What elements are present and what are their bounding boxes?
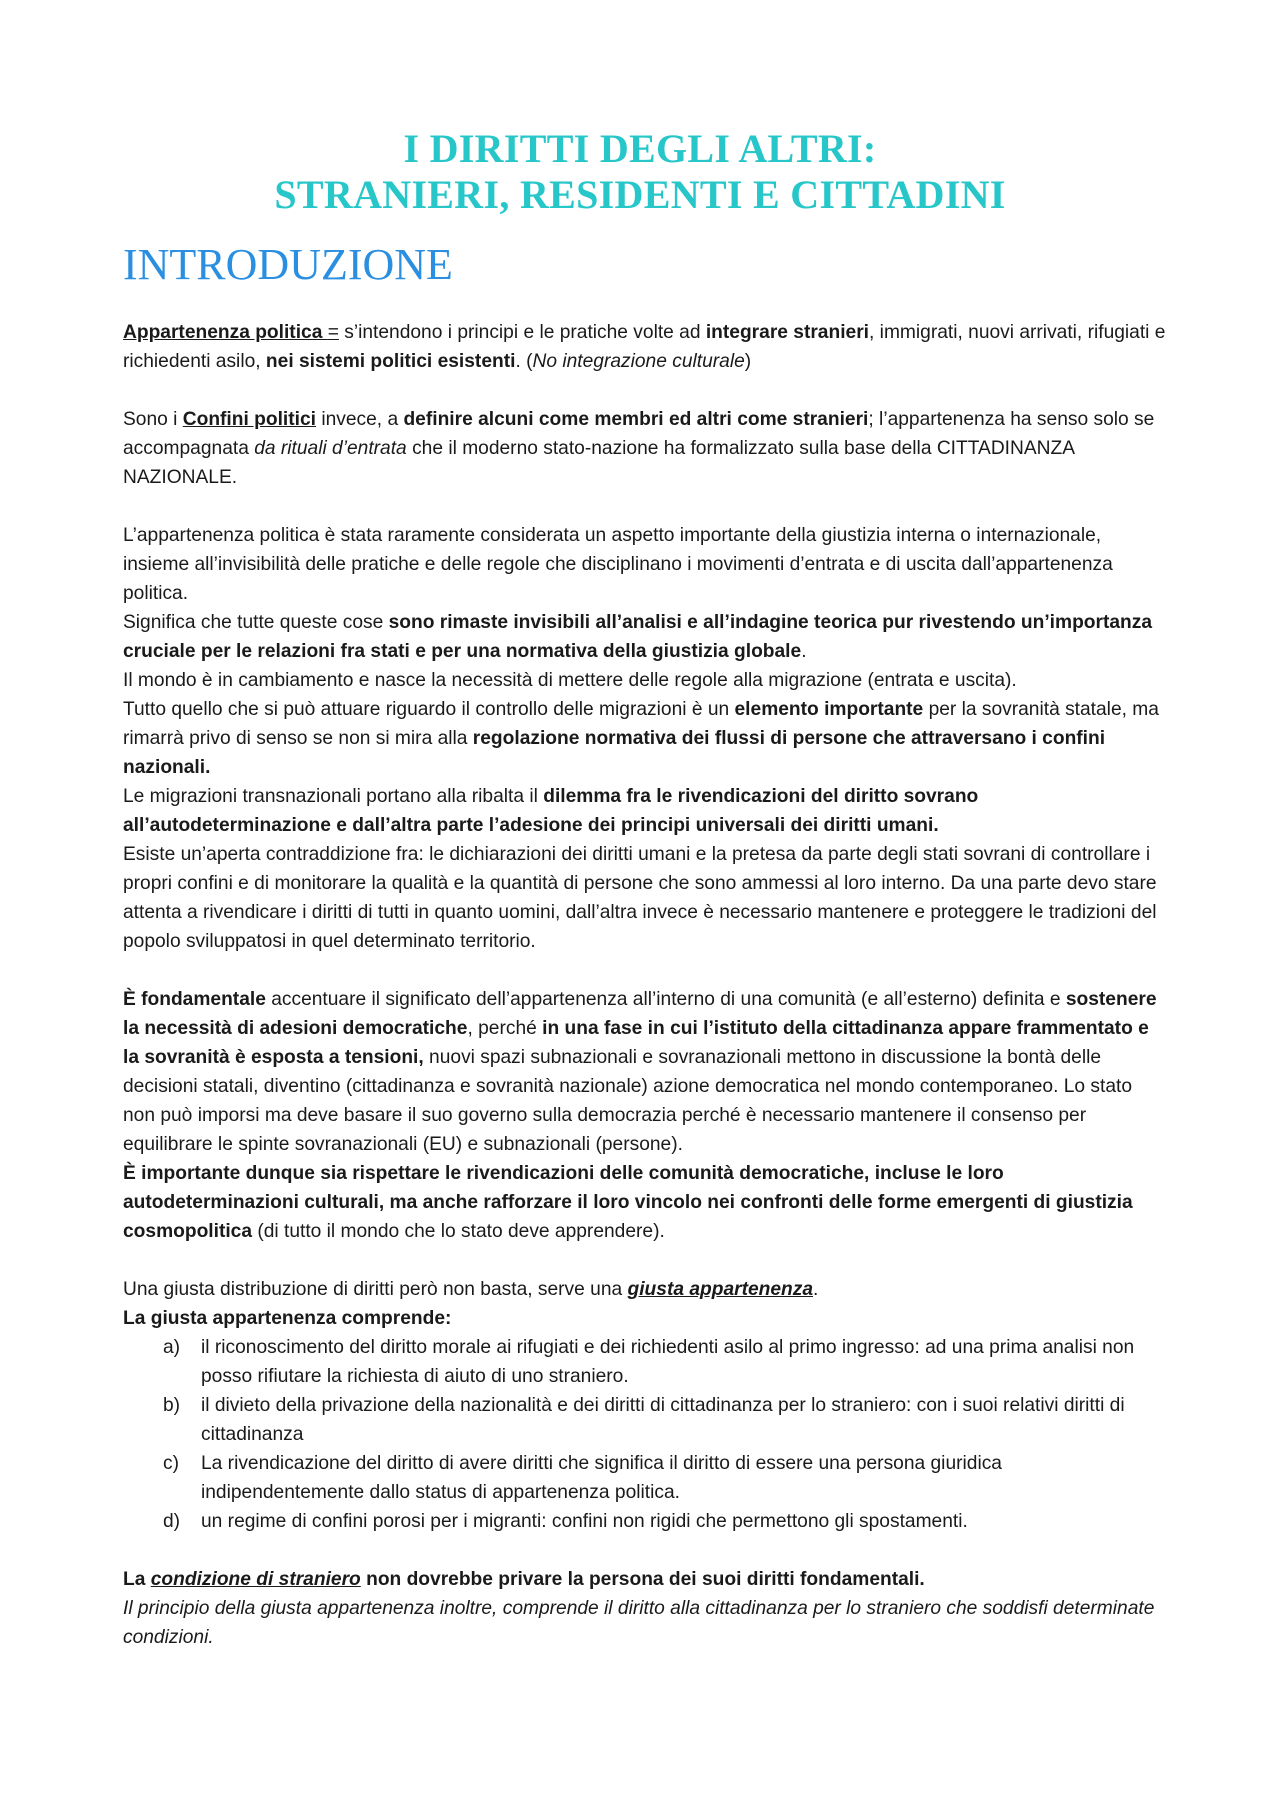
text-run: , perché bbox=[467, 1018, 543, 1039]
list-item-text: il riconoscimento del diritto morale ai rifugiati e dei richiedenti asilo al primo ingresso: ad una prima analisi non posso rifiutare la richiesta di aiuto di uno straniero. bbox=[201, 1337, 1135, 1387]
list-item-text: La rivendicazione del diritto di avere diritti che significa il diritto di essere una persona giuridica indipendentemente dallo status di appartenenza politica. bbox=[201, 1453, 1002, 1503]
list-item bbox=[123, 1391, 1168, 1449]
paragraph-condizione bbox=[123, 1565, 1168, 1594]
italic-run: Il principio della giusta appartenenza inoltre, comprende il diritto alla cittadinanza per lo straniero che soddisfi determinate condizioni. bbox=[123, 1598, 1155, 1648]
text-run: nuovi spazi subnazionali e sovranazionali mettono in discussione la bontà delle decisioni statali, diventino (cittadinanza e sovranità nazionale) azione democratica nel mondo contemporaneo. Lo stato non può imporsi ma deve basare il suo governo sulla democrazia perché è necessario mantenere il consenso per equilibrare le spinte sovranazionali (EU) e subnazionali (persone). bbox=[123, 1047, 1133, 1155]
bold-run: integrare stranieri bbox=[705, 322, 870, 343]
term-giusta-appartenenza: giusta appartenenza bbox=[627, 1279, 814, 1300]
list-marker: d) bbox=[163, 1511, 181, 1532]
paragraph-controllo bbox=[123, 695, 1168, 782]
text-run: . ( bbox=[515, 351, 533, 372]
term-confini-politici: Confini politici bbox=[182, 409, 316, 430]
paragraph-gap bbox=[123, 1536, 1168, 1565]
equals-sign: = bbox=[327, 322, 339, 343]
italic-run: da rituali d’entrata bbox=[254, 438, 407, 459]
text-run: accentuare il significato dell’appartenenza all’interno di una comunità (e all’esterno) definita e bbox=[265, 989, 1066, 1010]
text-run: Sono i bbox=[123, 409, 183, 430]
text-run: (di tutto il mondo che lo stato deve apprendere). bbox=[252, 1221, 665, 1242]
text-run: Le migrazioni transnazionali portano alla ribalta il bbox=[123, 786, 544, 807]
bold-run: nei sistemi politici esistenti bbox=[265, 351, 516, 372]
text-run: . bbox=[801, 641, 807, 662]
list-item bbox=[123, 1507, 1168, 1536]
list-marker: a) bbox=[163, 1337, 181, 1358]
paragraph-invisibilita bbox=[123, 521, 1168, 608]
list-item bbox=[123, 1449, 1168, 1507]
paragraph-gap bbox=[123, 376, 1168, 405]
paragraph-confini bbox=[123, 405, 1168, 492]
text-run: ; l’appartenenza ha senso solo se accompagnata bbox=[123, 409, 1155, 459]
bold-run: sono rimaste invisibili all’analisi e all’indagine teorica pur rivestendo un’importanza cruciale per le relazioni fra stati e per una normativa della giustizia globale bbox=[123, 612, 1153, 662]
term-appartenenza-politica: Appartenenza politica bbox=[123, 322, 328, 343]
section-heading: INTRODUZIONE bbox=[123, 240, 453, 289]
paragraph-migrazioni bbox=[123, 782, 1168, 840]
paragraph-significa bbox=[123, 608, 1168, 666]
text-run: ) bbox=[744, 351, 752, 372]
bold-run: dilemma fra le rivendicazioni del diritto sovrano all’autodeterminazione e dall’altra parte l’adesione dei principi universali dei diritti umani. bbox=[123, 786, 979, 836]
title-line-2: STRANIERI, RESIDENTI E CITTADINI bbox=[274, 172, 1006, 217]
text-run: Una giusta distribuzione di diritti però non basta, serve una bbox=[123, 1279, 628, 1300]
bold-run: sostenere la necessità di adesioni democratiche bbox=[123, 989, 1157, 1039]
paragraph-appartenenza bbox=[123, 318, 1168, 376]
text-run: Il mondo è in cambiamento e nasce la necessità di mettere delle regole alla migrazione (entrata e uscita). bbox=[123, 670, 1017, 691]
text-run: . bbox=[813, 1279, 819, 1300]
text-run: Esiste un’aperta contraddizione fra: le dichiarazioni dei diritti umani e la pretesa da parte degli stati sovrani di controllare i propri confini e di monitorare la qualità e la quantità di persone che sono ammessi al loro interno. Da una parte devo stare attenta a rivendicare i diritti di tutti in quanto uomini, dall’altra invece è necessario mantenere e proteggere le tradizioni del popolo sviluppatosi in quel determinato territorio. bbox=[123, 844, 1157, 952]
text-run: , immigrati, nuovi arrivati, rifugiati e richiedenti asilo, bbox=[123, 322, 1166, 372]
list-marker: c) bbox=[163, 1453, 179, 1474]
title-line-1: I DIRITTI DEGLI ALTRI: bbox=[403, 126, 877, 171]
bold-run: regolazione normativa dei flussi di persone che attraversano i confini nazionali. bbox=[123, 728, 1106, 778]
paragraph-principio bbox=[123, 1594, 1168, 1652]
bold-run: in una fase in cui l’istituto della cittadinanza appare frammentato e la sovranità è esposta a tensioni, bbox=[123, 1018, 1149, 1068]
document-title bbox=[0, 126, 1280, 218]
list-marker: b) bbox=[163, 1395, 181, 1416]
text-run: invece, a bbox=[315, 409, 404, 430]
paragraph-gap bbox=[123, 492, 1168, 521]
bold-run: elemento importante bbox=[734, 699, 924, 720]
text-run: che il moderno stato-nazione ha formalizzato sulla base della CITTADINANZA NAZIONALE. bbox=[123, 438, 1074, 488]
italic-run: No integrazione culturale bbox=[532, 351, 745, 372]
text-run: per la sovranità statale, ma rimarrà privo di senso se non si mira alla bbox=[123, 699, 1159, 749]
list-item bbox=[123, 1333, 1168, 1391]
list-heading bbox=[123, 1304, 1168, 1333]
paragraph-distribuzione bbox=[123, 1275, 1168, 1304]
document-body bbox=[123, 318, 1168, 1652]
bold-run: La bbox=[123, 1569, 151, 1590]
text-run: L’appartenenza politica è stata raramente considerata un aspetto importante della giustizia interna o internazionale, insieme all’invisibilità delle pratiche e delle regole che disciplinano i movimenti d’entrata e di uscita dall’appartenenza politica. bbox=[123, 525, 1113, 604]
bold-run: non dovrebbe privare la persona dei suoi diritti fondamentali. bbox=[360, 1569, 925, 1590]
paragraph-fondamentale bbox=[123, 985, 1168, 1159]
text-run: Significa che tutte queste cose bbox=[123, 612, 389, 633]
bold-run: È importante dunque sia rispettare le rivendicazioni delle comunità democratiche, incluse le loro autodeterminazioni culturali, ma anche rafforzare il loro vincolo nei confronti delle forme emergenti di giustizia cosmopolitica bbox=[123, 1163, 1133, 1242]
list-item-text: un regime di confini porosi per i migranti: confini non rigidi che permettono gli spostamenti. bbox=[201, 1511, 968, 1532]
text-run: Tutto quello che si può attuare riguardo il controllo delle migrazioni è un bbox=[123, 699, 735, 720]
term-condizione-di-straniero: condizione di straniero bbox=[150, 1569, 361, 1590]
bold-run: La giusta appartenenza comprende: bbox=[123, 1308, 452, 1329]
text-run: s’intendono i principi e le pratiche volte ad bbox=[338, 322, 706, 343]
paragraph-contraddizione bbox=[123, 840, 1168, 956]
paragraph-mondo bbox=[123, 666, 1168, 695]
paragraph-gap bbox=[123, 1246, 1168, 1275]
paragraph-gap bbox=[123, 956, 1168, 985]
paragraph-importante bbox=[123, 1159, 1168, 1246]
rights-list bbox=[123, 1333, 1168, 1536]
bold-run: definire alcuni come membri ed altri come stranieri bbox=[403, 409, 869, 430]
bold-run: È fondamentale bbox=[123, 989, 266, 1010]
list-item-text: il divieto della privazione della nazionalità e dei diritti di cittadinanza per lo straniero: con i suoi relativi diritti di cittadinanza bbox=[201, 1395, 1125, 1445]
